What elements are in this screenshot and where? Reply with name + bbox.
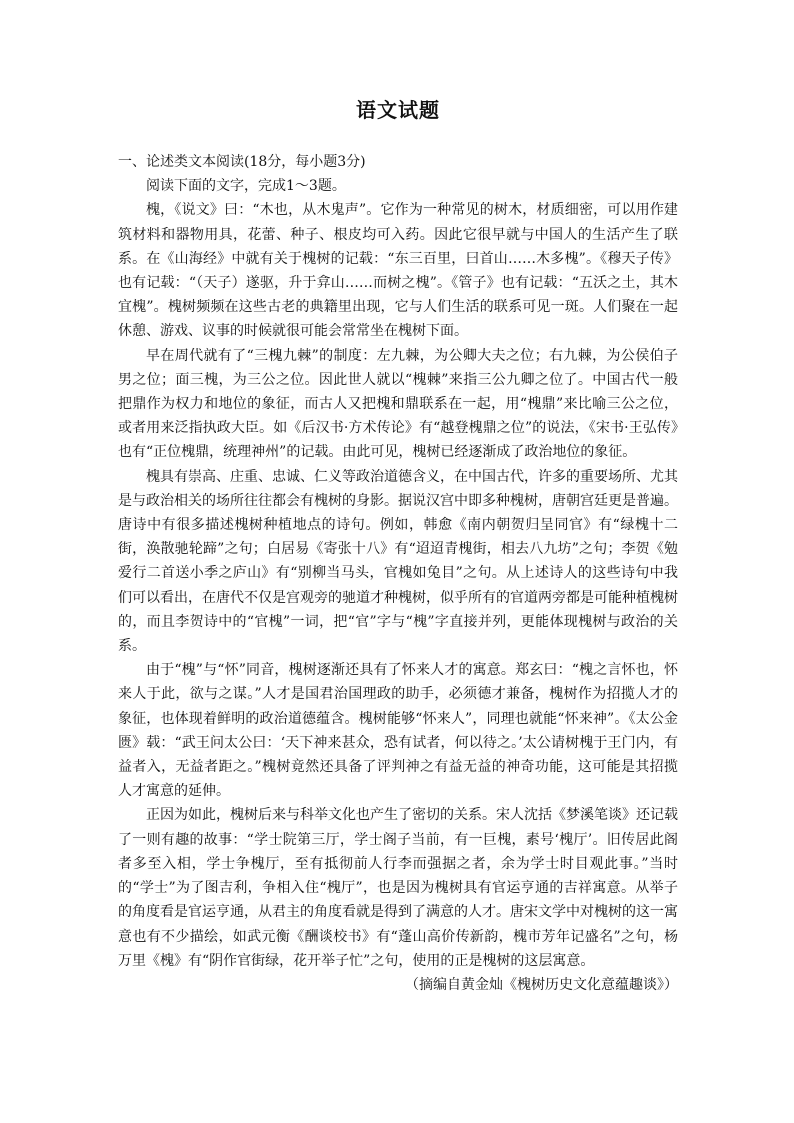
passage-paragraph-3: 槐具有崇高、庄重、忠诚、仁义等政治道德含义，在中国古代，许多的重要场所、尤其是与政治相关的场所往往都会有槐树的身影。据说汉宫中即多种槐树，唐朝宫廷更是普遍。唐诗中有很多描述槐树种植地点的诗句。例如，韩愈《南内朝贺归呈同官》有“绿槐十二街，涣散驰轮蹄”之句；白居易《寄张十八》有“迢迢青槐街，相去八九坊”之句；李贺《勉爱行二首送小季之庐山》有“别柳当马头，官槐如兔目”之句。从上述诗人的这些诗句中我们可以看出，在唐代不仅是宫观旁的驰道才种槐树，似乎所有的官道两旁都是可能种植槐树的，而且李贺诗中的“官槐”一词，把“官”字与“槐”字直接并列，更能体现槐树与政治的关系。 [118,468,678,655]
passage-paragraph-5: 正因为如此，槐树后来与科举文化也产生了密切的关系。宋人沈括《梦溪笔谈》还记载了一则有趣的故事：“学士院第三厅，学士阁子当前，有一巨槐，素号‘槐厅’。旧传居此阁者多至入相，学士争槐厅，至有抵彻前人行李而强据之者，余为学士时目观此事。”当时的“学士”为了图吉利，争相入住“槐厅”，也是因为槐树具有官运亨通的吉祥寓意。从举子的角度看是官运亨通，从君主的角度看就是得到了满意的人才。唐宋文学中对槐树的这一寓意也有不少描绘，如武元衡《酬谈校书》有“蓬山高价传新韵，槐市芳年记盛名”之句，杨万里《槐》有“阴作官街绿，花开举子忙”之句，使用的正是槐树的这层寓意。 [118,807,678,969]
passage-paragraph-4: 由于“槐”与“怀”同音，槐树逐渐还具有了怀来人才的寓意。郑玄曰：“槐之言怀也，怀来人于此，欲与之谋。”人才是国君治国理政的助手，必须德才兼备，槐树作为招揽人才的象征，也体现着鲜明的政治道德蕴含。槐树能够“怀来人”，同理也就能“怀来神”。《太公金匮》载：“武王问太公曰：‘天下神来甚众，恐有试者，何以待之。’太公请树槐于王门内，有益者入，无益者距之。”槐树竟然还具备了评判神之有益无益的神奇功能，这可能是其招揽人才寓意的延伸。 [118,662,678,800]
source-citation: （摘编自黄金灿《槐树历史文化意蕴趣谈》） [405,976,678,993]
section-heading: 一、论述类文本阅读(18分，每小题3分) [118,154,366,170]
passage-paragraph-2: 早在周代就有了“三槐九棘”的制度：左九棘，为公卿大夫之位；右九棘，为公侯伯子男之位；面三槐，为三公之位。因此世人就以“槐棘”来指三公九卿之位了。中国古代一般把鼎作为权力和地位的象征，而古人又把槐和鼎联系在一起，用“槐鼎”来比喻三公之位，或者用来泛指执政大臣。如《后汉书·方术传论》有“越登槐鼎之位”的说法，《宋书·王弘传》也有“正位槐鼎，统理神州”的记载。由此可见，槐树已经逐渐成了政治地位的象征。 [118,347,678,461]
page-title: 语文试题 [356,98,440,122]
passage-paragraph-1: 槐，《说文》曰：“木也，从木鬼声”。它作为一种常见的树木，材质细密，可以用作建筑材料和器物用具，花蕾、种子、根皮均可入药。因此它很早就与中国人的生活产生了联系。在《山海经》中就有关于槐树的记载：“东三百里，曰首山……木多槐”。《穆天子传》也有记载：“（天子）遂驱，升于弇山……而树之槐”。《管子》也有记载：“五沃之土，其木宜槐”。槐树频频在这些古老的典籍里出现，它与人们生活的联系可见一斑。人们聚在一起休憩、游戏、议事的时候就很可能会常常坐在槐树下面。 [118,202,678,340]
reading-section [118,150,678,997]
reading-instruction: 阅读下面的文字，完成1～3题。 [146,178,346,195]
